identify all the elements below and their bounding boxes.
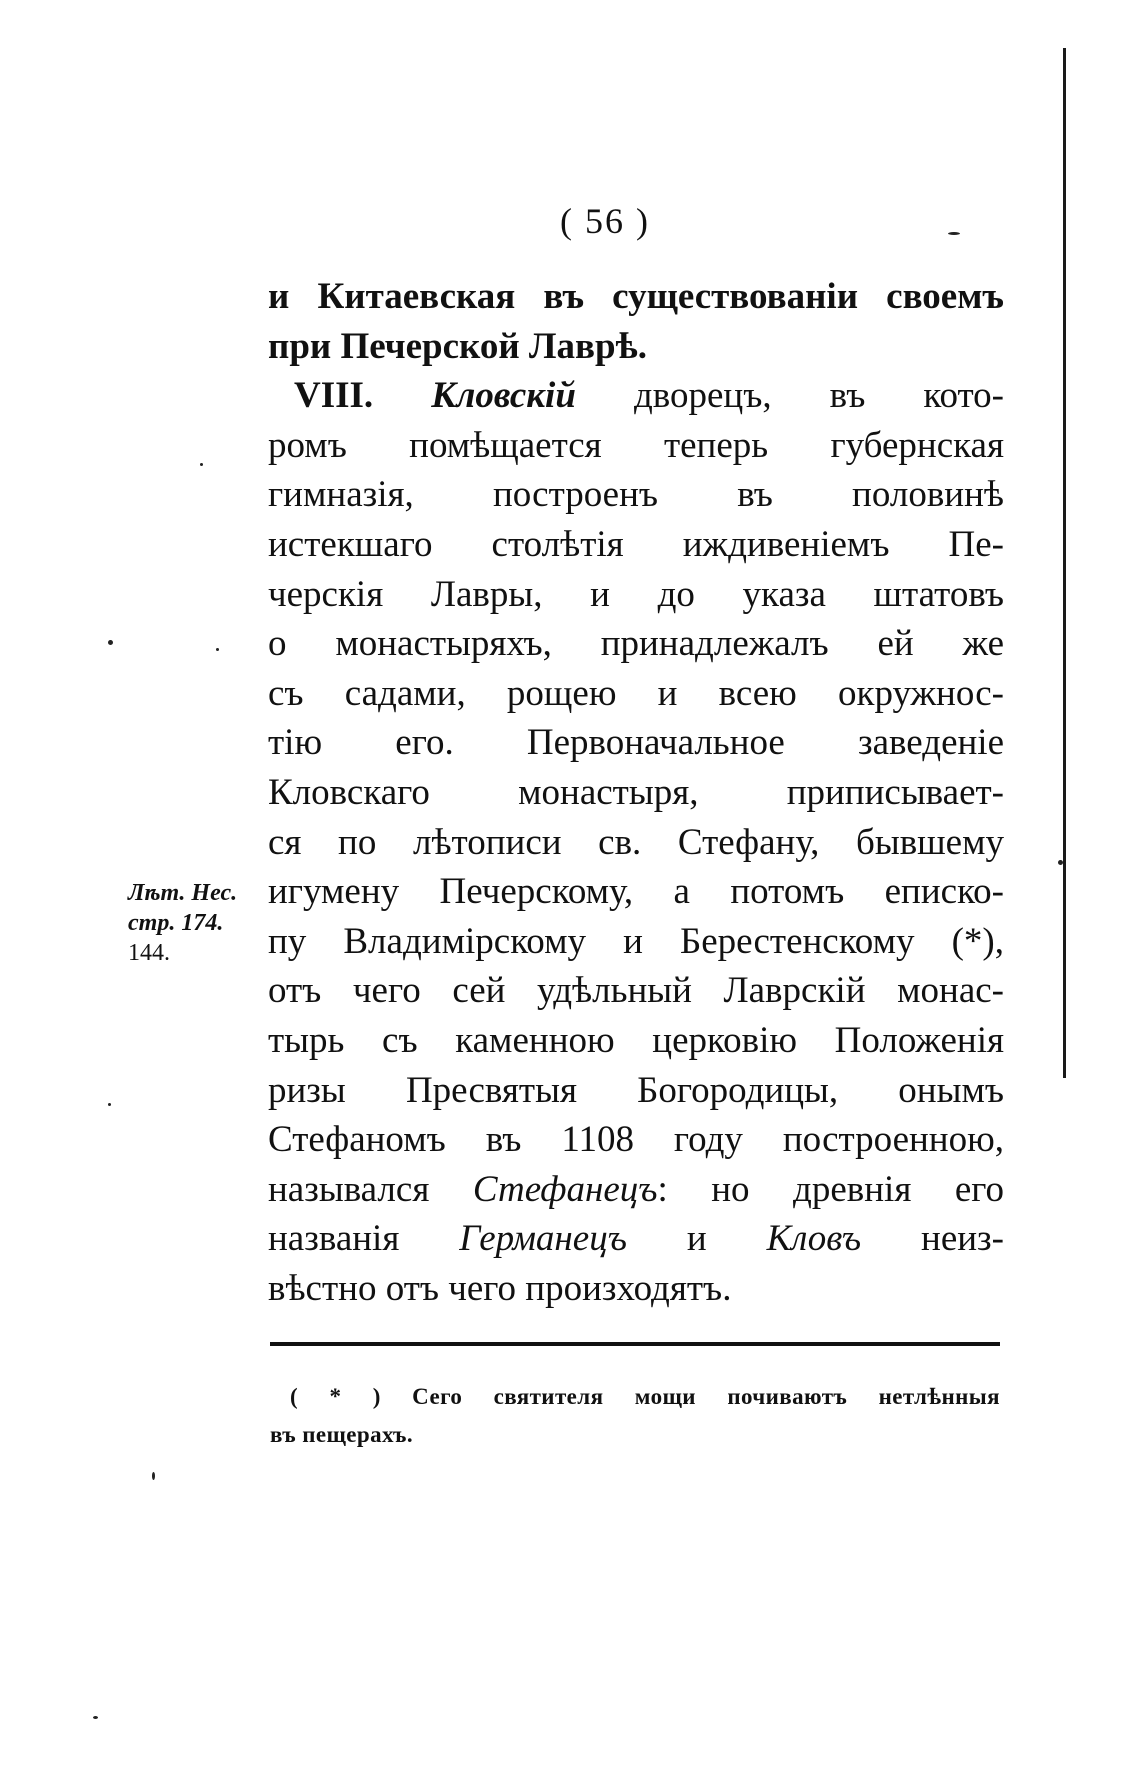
footnote-line: ( * ) Сего святителя мощи почиваютъ нетлѣнныя — [290, 1384, 1000, 1409]
scan-speck — [108, 640, 113, 645]
footnote-line: въ пещерахъ. — [270, 1422, 413, 1447]
text-line: истекшаго столѣтія иждивенiемъ Пе- — [268, 523, 1004, 565]
margin-citation-line-1: Лѣт. Нес. — [128, 880, 238, 906]
margin-citation — [128, 878, 237, 968]
text-line: о монастыряхъ, принадлежалъ ей же — [268, 623, 1004, 665]
text-line: гимназія, построенъ въ половинѣ — [268, 474, 1004, 516]
text-fragment: и — [626, 1218, 767, 1260]
footnote-separator — [270, 1342, 1000, 1346]
text-line: Кловскаго монастыря, приписывает- — [268, 771, 1004, 813]
text-line: черскія Лавры, и до указа штатовъ — [268, 573, 1004, 615]
section-numeral: VIII. — [294, 375, 374, 417]
scan-speck — [216, 648, 219, 651]
scan-speck — [1058, 860, 1063, 865]
text-line-with-names — [268, 1214, 1004, 1264]
text-line: съ садами, рощею и всею окружнос- — [268, 672, 1004, 714]
section-title: Кловскій — [431, 375, 576, 417]
scan-speck — [152, 1472, 155, 1480]
text-line: ризы Пресвятыя Богородицы, онымъ — [268, 1069, 1004, 1111]
binding-edge — [1063, 48, 1066, 1078]
main-text — [268, 272, 1004, 1313]
scan-speck — [93, 1716, 98, 1719]
text-line: игумену Печерскому, а потомъ еписко- — [268, 871, 1004, 913]
text-line: тію его. Первоначальное заведенiе — [268, 722, 1004, 764]
text-line: ся по лѣтописи св. Стефану, бывшему — [268, 821, 1004, 863]
text-fragment: неиз- — [861, 1218, 1004, 1260]
scan-speck — [948, 232, 960, 235]
text-line: ромъ помѣщается теперь губернская — [268, 424, 1004, 466]
text-line: пу Владимірскому и Берестенскому (*), — [268, 920, 1004, 962]
margin-citation-line-2: стр. 174. — [128, 910, 224, 936]
text-line: вѣстно отъ чего произходятъ. — [268, 1267, 732, 1309]
page-number: ( 56 ) — [560, 201, 650, 241]
place-name-stefanets: Стефанецъ — [472, 1168, 658, 1210]
text-line: и Китаевская въ существованіи своемъ — [268, 276, 1004, 317]
place-name-klov: Кловъ — [766, 1218, 862, 1260]
text-line-with-name — [268, 1165, 1004, 1215]
text-line: отъ чего сей удѣльный Лаврскій монас- — [268, 970, 1004, 1012]
margin-citation-line-3: 144. — [128, 940, 170, 966]
place-name-germanets: Германецъ — [459, 1218, 627, 1260]
text-fragment: дворецъ, въ кото- — [575, 375, 1004, 417]
scan-speck — [200, 463, 203, 466]
text-line: тырь съ каменною церковію Положенія — [268, 1019, 1004, 1061]
footnote — [270, 1378, 1000, 1454]
scan-speck — [108, 1103, 111, 1106]
text-fragment: назывался — [268, 1168, 473, 1210]
text-fragment: : но древнія его — [657, 1168, 1004, 1210]
section-heading-line — [268, 371, 1004, 421]
text-line: при Печерской Лаврѣ. — [268, 325, 648, 367]
text-fragment: названія — [268, 1218, 460, 1260]
text-line: Стефаномъ въ 1108 году построенною, — [268, 1119, 1004, 1161]
